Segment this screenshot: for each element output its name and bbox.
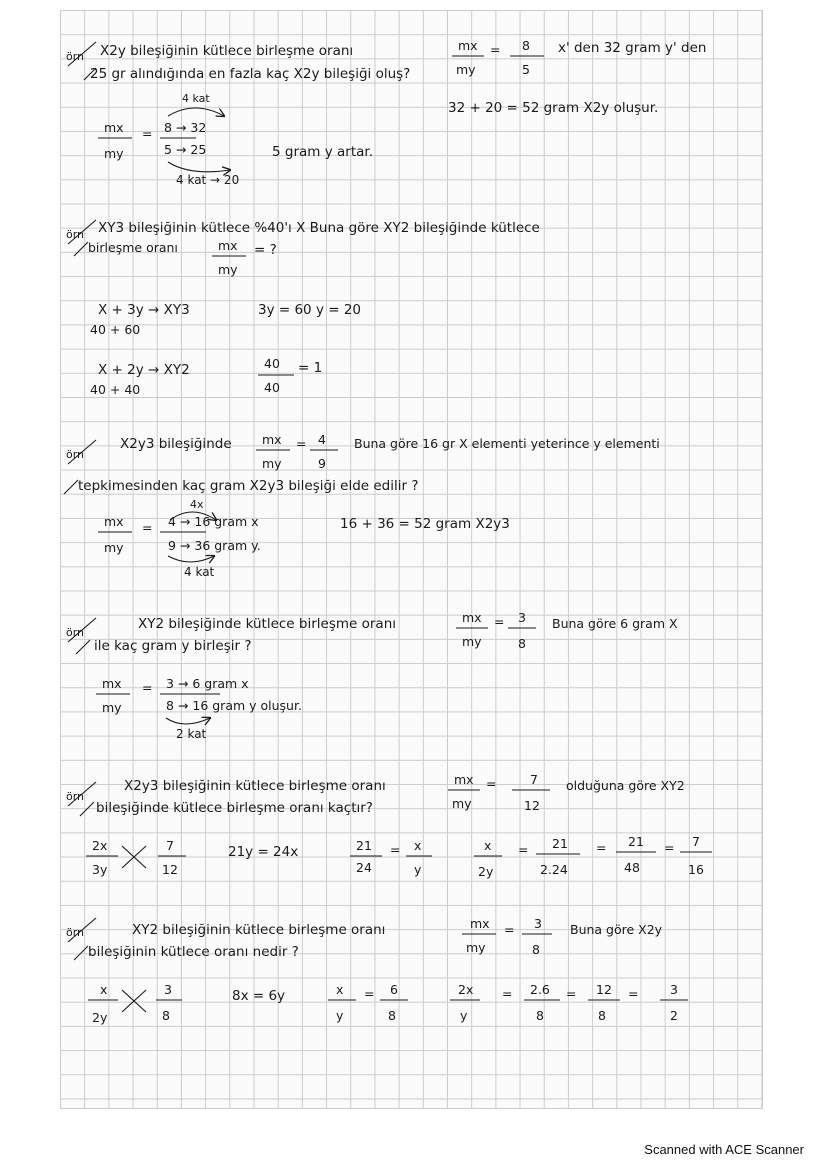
- q5-d-eq: =: [518, 842, 529, 857]
- q1-s-mx: mx: [104, 120, 124, 135]
- q4-s-bottom: 2 kat: [176, 727, 207, 741]
- q5-a-den: 3y: [92, 862, 108, 877]
- q2-ratio-den: my: [218, 262, 238, 277]
- q5-d-den: 2y: [478, 864, 494, 879]
- q1-s-row2: 5 → 25: [164, 142, 207, 157]
- q2-line2: birleşme oranı: [88, 240, 178, 255]
- q1-sol-top: 4 kat: [182, 92, 210, 105]
- q5-prefix: örn: [66, 790, 85, 803]
- q4-s-row1: 3 → 6 gram x: [166, 676, 249, 691]
- q6-line1: XY2 bileşiğinin kütlece birleşme oranı: [132, 922, 386, 938]
- question-2: [66, 220, 540, 397]
- q1-s-my: my: [104, 146, 124, 161]
- q1-line2: 25 gr alındığında en fazla kaç X2y bileşiği oluş?: [90, 66, 411, 82]
- q6-ratio-eq: =: [504, 922, 515, 937]
- q3-line2: tepkimesinden kaç gram X2y3 bileşiği elde edilir ?: [78, 478, 419, 494]
- q6-line1-end: Buna göre X2y: [570, 922, 663, 937]
- q2-line1: XY3 bileşiğinin kütlece %40'ı X Buna göre XY2 bileşiğinde kütlece: [98, 220, 540, 236]
- q6-b-den: 8: [162, 1008, 170, 1023]
- q3-ratio-eq: =: [296, 436, 307, 451]
- q1-s-note: 5 gram y artar.: [272, 144, 373, 160]
- q6-frac-den: 8: [532, 942, 540, 957]
- q6-e-eq: =: [566, 986, 577, 1001]
- q2-frac-num: 40: [264, 356, 280, 371]
- q1-s-result: 32 + 20 = 52 gram X2y oluşur.: [448, 100, 659, 116]
- q2-eq2-b: 40 + 40: [90, 382, 141, 397]
- q1-prefix: örn: [66, 50, 85, 63]
- q2-ratio-num: mx: [218, 238, 238, 253]
- q5-f-num: 21: [628, 834, 644, 849]
- q5-c2-num: x: [414, 838, 422, 853]
- q6-line2: bileşiğinin kütlece oranı nedir ?: [88, 944, 299, 960]
- q5-line2: bileşiğinde kütlece birleşme oranı kaçtır?: [96, 800, 373, 816]
- q6-ratio-den: my: [466, 940, 486, 955]
- q5-ratio-den: my: [452, 796, 472, 811]
- q3-ratio-den: my: [262, 456, 282, 471]
- q4-ratio-den: my: [462, 634, 482, 649]
- q4-ratio-num: mx: [462, 610, 482, 625]
- q5-f-eq: =: [664, 840, 675, 855]
- q5-mid: 21y = 24x: [228, 844, 299, 860]
- q2-eq1-r: 3y = 60 y = 20: [258, 302, 362, 318]
- q6-g-num: 3: [670, 982, 678, 997]
- q4-line2: ile kaç gram y birleşir ?: [94, 638, 252, 654]
- q1-ratio-den: my: [456, 62, 476, 77]
- q5-g-den: 16: [688, 862, 704, 877]
- q3-s-mx: mx: [104, 514, 124, 529]
- q3-frac-den: 9: [318, 456, 326, 471]
- question-1: [66, 38, 706, 187]
- q4-s-mx: mx: [102, 676, 122, 691]
- q2-frac-res: = 1: [298, 360, 323, 376]
- q3-s-row1: 4 → 16 gram x: [168, 514, 259, 529]
- q1-ratio-eq: =: [490, 42, 501, 57]
- q5-e-num: 21: [552, 836, 568, 851]
- q3-line1-end: Buna göre 16 gr X elementi yeterince y elementi: [354, 436, 660, 451]
- q5-f-den: 48: [624, 860, 640, 875]
- q5-c-den: 24: [356, 860, 372, 875]
- q2-eq1: X + 3y → XY3: [98, 302, 190, 318]
- q1-s-bottom: 4 kat → 20: [176, 173, 240, 187]
- q5-b-den: 12: [162, 862, 178, 877]
- scanner-watermark: Scanned with ACE Scanner: [644, 1142, 804, 1157]
- q3-s-row2: 9 → 36 gram y.: [168, 538, 261, 553]
- q2-eq2: X + 2y → XY2: [98, 362, 190, 378]
- q5-c-eq: =: [390, 842, 401, 857]
- q5-b-num: 7: [166, 838, 174, 853]
- q6-c-eq: =: [364, 986, 375, 1001]
- q4-frac-num: 3: [518, 610, 526, 625]
- q2-ratio-end: = ?: [254, 242, 277, 258]
- q6-b-num: 3: [164, 982, 172, 997]
- q4-line1: XY2 bileşiğinde kütlece birleşme oranı: [138, 616, 397, 632]
- q6-prefix: örn: [66, 926, 85, 939]
- q1-line1-end: x' den 32 gram y' den: [558, 40, 707, 56]
- q3-s-my: my: [104, 540, 124, 555]
- q6-f-eq: =: [628, 986, 639, 1001]
- q5-a-num: 2x: [92, 838, 108, 853]
- q6-d-num: 2x: [458, 982, 474, 997]
- q3-s-result: 16 + 36 = 52 gram X2y3: [340, 516, 510, 532]
- q6-e-den: 8: [536, 1008, 544, 1023]
- q6-f-num: 12: [596, 982, 612, 997]
- q5-ratio-eq: =: [486, 776, 497, 791]
- q5-e-den: 2.24: [540, 862, 568, 877]
- q5-c2-den: y: [414, 862, 422, 877]
- q3-s-eq: =: [142, 520, 153, 535]
- q6-frac-num: 3: [534, 916, 542, 931]
- q1-ratio-num: mx: [458, 38, 478, 53]
- q4-s-eq: =: [142, 680, 153, 695]
- q6-a-den: 2y: [92, 1010, 108, 1025]
- q2-frac-den: 40: [264, 380, 280, 395]
- q6-ratio-num: mx: [470, 916, 490, 931]
- q6-c-num: x: [336, 982, 344, 997]
- q6-c2-den: 8: [388, 1008, 396, 1023]
- q5-d-num: x: [484, 838, 492, 853]
- q4-s-row2: 8 → 16 gram y oluşur.: [166, 698, 302, 713]
- q4-frac-den: 8: [518, 636, 526, 651]
- question-5: [66, 772, 712, 879]
- q5-frac-den: 12: [524, 798, 540, 813]
- q2-eq1-b: 40 + 60: [90, 322, 141, 337]
- q5-line1-end: olduğuna göre XY2: [566, 778, 685, 793]
- q1-s-eq: =: [142, 126, 153, 141]
- question-3: [64, 432, 660, 579]
- q5-c-num: 21: [356, 838, 372, 853]
- q6-mid: 8x = 6y: [232, 988, 286, 1004]
- q4-prefix: örn: [66, 626, 85, 639]
- q4-ratio-eq: =: [494, 614, 505, 629]
- q3-s-bottom: 4 kat: [184, 565, 215, 579]
- q4-s-my: my: [102, 700, 122, 715]
- q3-line1: X2y3 bileşiğinde: [120, 436, 232, 452]
- q6-e-num: 2.6: [530, 982, 550, 997]
- q5-line1: X2y3 bileşiğinin kütlece birleşme oranı: [124, 778, 386, 794]
- q6-c2-num: 6: [390, 982, 398, 997]
- question-6: [66, 916, 688, 1025]
- q1-line1: X2y bileşiğinin kütlece birleşme oranı: [100, 43, 354, 59]
- q5-frac-num: 7: [530, 772, 538, 787]
- q6-f-den: 8: [598, 1008, 606, 1023]
- q6-c-den: y: [336, 1008, 344, 1023]
- q1-frac-num: 8: [522, 38, 530, 53]
- q6-d-den: y: [460, 1008, 468, 1023]
- q2-prefix: örn: [66, 228, 85, 241]
- q1-s-row1: 8 → 32: [164, 120, 207, 135]
- q5-e-eq: =: [596, 840, 607, 855]
- q3-s-top: 4x: [190, 498, 204, 511]
- q3-prefix: örn: [66, 448, 85, 461]
- q6-g-den: 2: [670, 1008, 678, 1023]
- q5-ratio-num: mx: [454, 772, 474, 787]
- q3-frac-num: 4: [318, 432, 326, 447]
- q3-ratio-num: mx: [262, 432, 282, 447]
- q6-a-num: x: [100, 982, 108, 997]
- q1-frac-den: 5: [522, 62, 530, 77]
- q5-g-num: 7: [692, 834, 700, 849]
- q6-d-eq: =: [502, 986, 513, 1001]
- q4-line1-end: Buna göre 6 gram X: [552, 616, 678, 631]
- question-4: [66, 610, 678, 741]
